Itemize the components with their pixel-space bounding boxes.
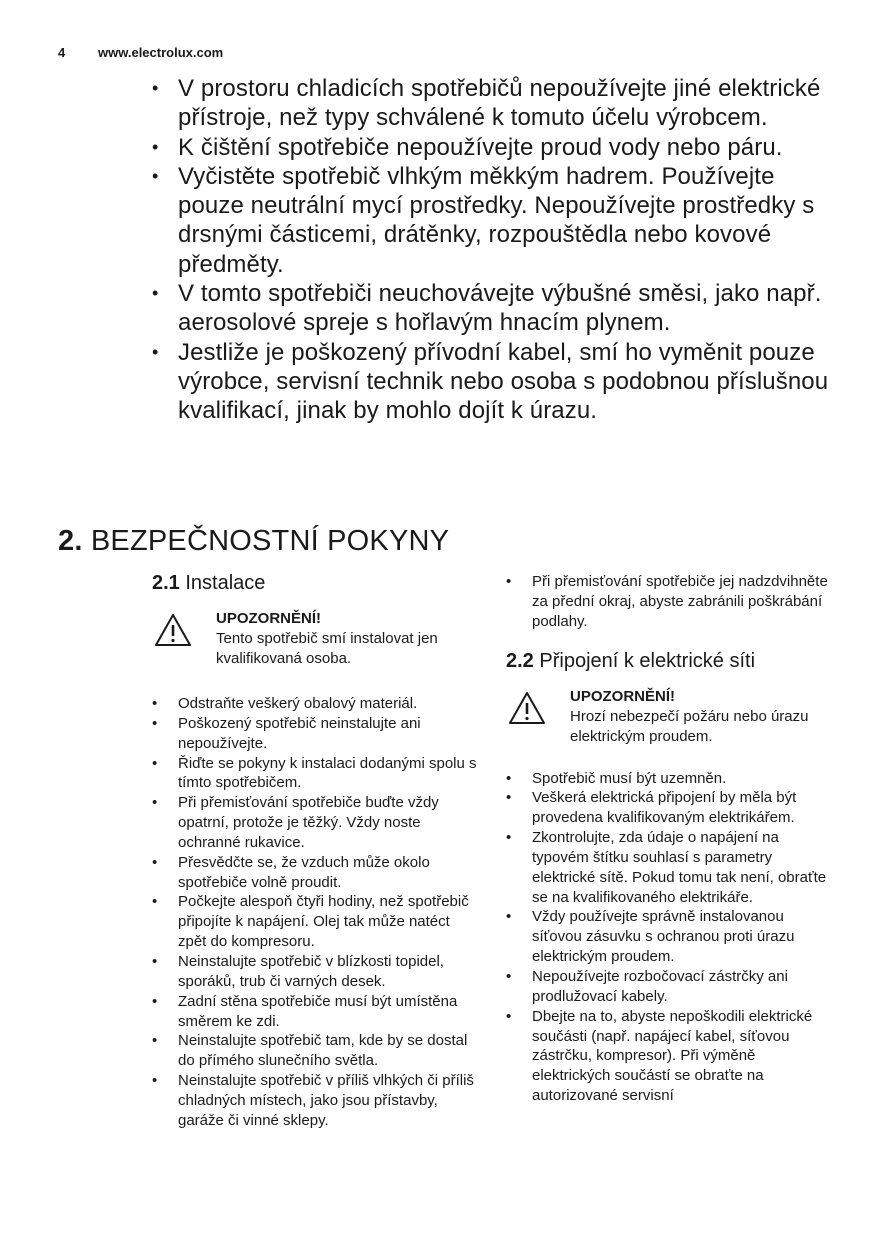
warning-text: Tento spotřebič smí instalovat jen kvalifikovaná osoba.: [216, 630, 438, 667]
list-item: • Neinstalujte spotřebič tam, kde by se dostal do přímého slunečního světla.: [152, 1031, 482, 1071]
list-item: • V prostoru chladicích spotřebičů nepoužívejte jiné elektrické přístroje, než typy schválené k tomuto účelu výrobcem.: [152, 74, 842, 133]
section-title: [58, 525, 449, 558]
list-item: • Při přemisťování spotřebiče buďte vždy opatrní, protože je těžký. Vždy noste ochranné rukavice.: [152, 793, 482, 853]
subsection-title: Instalace: [185, 572, 266, 594]
list-item: • K čištění spotřebiče nepoužívejte proud vody nebo páru.: [152, 133, 842, 162]
section-title-text: BEZPEČNOSTNÍ POKYNY: [90, 525, 450, 557]
subsection-number: 2.1: [152, 572, 180, 594]
list-item: • Neinstalujte spotřebič v blízkosti topidel, sporáků, trub či varných desek.: [152, 952, 482, 992]
list-item: • Řiďte se pokyny k instalaci dodanými spolu s tímto spotřebičem.: [152, 754, 482, 794]
warning-title: UPOZORNĚNÍ!: [570, 687, 675, 705]
right-column: [506, 572, 836, 1106]
list-item: • Spotřebič musí být uzemněn.: [506, 769, 836, 789]
warning-box: [506, 687, 836, 747]
list-item: • Vždy používejte správně instalovanou síťovou zásuvku s ochranou proti úrazu elektrickým proudem.: [506, 907, 836, 967]
subsection-installation-heading: [152, 572, 482, 595]
list-item: • Poškozený spotřebič neinstalujte ani nepoužívejte.: [152, 714, 482, 754]
electrical-bullet-list: [506, 769, 836, 1106]
page-number: 4: [58, 45, 66, 60]
list-item: • Neinstalujte spotřebič v příliš vlhkých či příliš chladných místech, jako jsou přístavby, garáže či vinné sklepy.: [152, 1071, 482, 1131]
installation-bullet-list: [152, 694, 482, 1131]
list-item: • Nepoužívejte rozbočovací zástrčky ani prodlužovací kabely.: [506, 967, 836, 1007]
subsection-electrical-heading: [506, 650, 836, 673]
website-link[interactable]: www.electrolux.com: [98, 45, 224, 60]
warning-title: UPOZORNĚNÍ!: [216, 610, 321, 627]
list-item: • Počkejte alespoň čtyři hodiny, než spotřebič připojíte k napájení. Olej tak může natéct zpět do kompresoru.: [152, 892, 482, 952]
installation-continued-list: [506, 572, 836, 632]
left-column: [152, 572, 482, 1131]
list-item: • Odstraňte veškerý obalový materiál.: [152, 694, 482, 714]
warning-icon: [508, 691, 546, 725]
list-item: • Dbejte na to, abyste nepoškodili elektrické součásti (např. napájecí kabel, síťovou zástrčku, kompresor). Při výměně elektrických součástí se obraťte na autorizované servisní: [506, 1007, 836, 1106]
list-item: • V tomto spotřebiči neuchovávejte výbušné směsi, jako např. aerosolové spreje s hořlavým hnacím plynem.: [152, 279, 842, 338]
list-item: • Vyčistěte spotřebič vlhkým měkkým hadrem. Používejte pouze neutrální mycí prostředky. Nepoužívejte prostředky s drsnými částicemi, drátěnky, rozpouštědla nebo kovové předměty.: [152, 162, 842, 279]
list-item: • Při přemisťování spotřebiče jej nadzdvihněte za přední okraj, abyste zabránili poškrábání podlahy.: [506, 572, 836, 632]
subsection-title: Připojení k elektrické síti: [539, 649, 756, 672]
list-item: • Zkontrolujte, zda údaje o napájení na typovém štítku souhlasí s parametry elektrické sítě. Pokud tomu tak není, obraťte se na kvalifikovaného elektrikáře.: [506, 828, 836, 907]
page-header: [58, 45, 223, 60]
warning-text: Hrozí nebezpečí požáru nebo úrazu elektrickým proudem.: [570, 707, 809, 745]
list-item: • Veškerá elektrická připojení by měla být provedena kvalifikovaným elektrikářem.: [506, 788, 836, 828]
warning-icon: [154, 613, 192, 647]
list-item: • Přesvědčte se, že vzduch může okolo spotřebiče volně proudit.: [152, 853, 482, 893]
subsection-number: 2.2: [506, 649, 534, 672]
list-item: • Jestliže je poškozený přívodní kabel, smí ho vyměnit pouze výrobce, servisní technik nebo osoba s podobnou příslušnou kvalifikací, jinak by mohlo dojít k úrazu.: [152, 338, 842, 426]
top-bullet-list: [152, 74, 842, 426]
list-item: • Zadní stěna spotřebiče musí být umístěna směrem ke zdi.: [152, 992, 482, 1032]
section-number: 2.: [58, 525, 83, 557]
warning-box: [152, 609, 482, 669]
